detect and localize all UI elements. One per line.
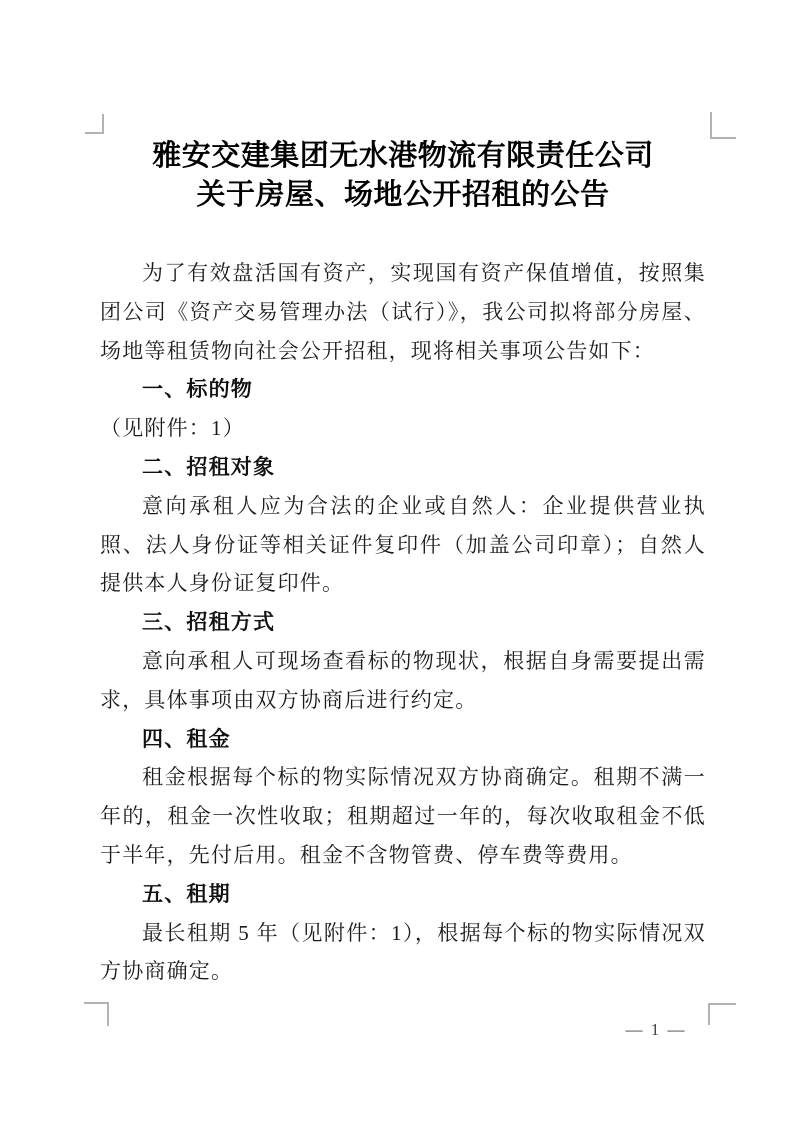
- section-heading-method: 三、招租方式: [142, 610, 276, 635]
- section-paragraph-method: 意向承租人可现场查看标的物现状，根据自身需要提出需求，具体事项由双方协商后进行约定。: [100, 648, 706, 712]
- section-paragraph-tenants: 意向承租人应为合法的企业或自然人：企业提供营业执照、法人身份证等相关证件复印件（加盖公司印章）；自然人提供本人身份证复印件。: [100, 493, 706, 596]
- crop-mark-top-left-icon: [85, 114, 104, 134]
- section-paragraph-term: 最长租期 5 年（见附件：1），根据每个标的物实际情况双方协商确定。: [100, 920, 706, 984]
- crop-mark-top-right-icon: [710, 112, 736, 139]
- crop-mark-bottom-left-icon: [84, 1002, 109, 1026]
- document-body: [100, 254, 706, 991]
- section-heading-subject: 一、标的物: [142, 377, 253, 402]
- document-title-line2: 关于房屋、场地公开招租的公告: [196, 179, 610, 211]
- document-content: [100, 137, 706, 991]
- section-heading-tenants: 二、招租对象: [142, 454, 276, 479]
- section-heading-rent: 四、租金: [142, 726, 231, 751]
- section-heading-term: 五、租期: [142, 881, 231, 906]
- section-paragraph-rent: 租金根据每个标的物实际情况双方协商确定。租期不满一年的，租金一次性收取；租期超过一年的，每次收取租金不低于半年，先付后用。租金不含物管费、停车费等费用。: [100, 765, 706, 867]
- section-paragraph-subject: （见附件：1）: [100, 416, 245, 441]
- document-title-line1: 雅安交建集团无水港物流有限责任公司: [152, 140, 654, 172]
- document-title: [100, 137, 706, 215]
- intro-paragraph: 为了有效盘活国有资产，实现国有资产保值增值，按照集团公司《资产交易管理办法（试行）》，我公司拟将部分房屋、场地等租赁物向社会公开招租，现将相关事项公告如下：: [100, 261, 706, 363]
- page-number: — 1 —: [625, 1020, 687, 1039]
